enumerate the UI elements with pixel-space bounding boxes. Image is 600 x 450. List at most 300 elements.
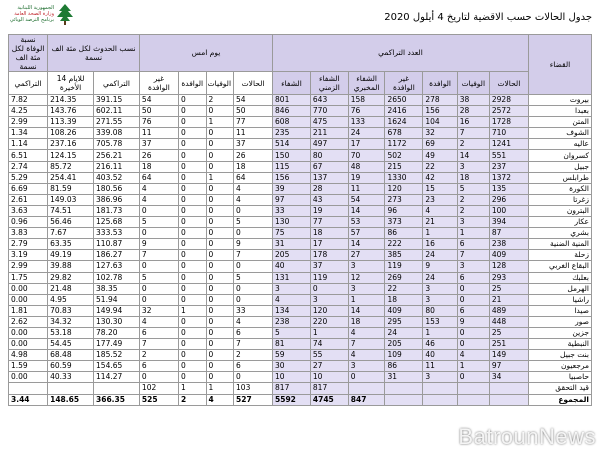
cell-y-arrivals: 0 (178, 250, 206, 261)
cell-inc-14: 34.32 (48, 316, 94, 327)
cell-qada: بيروت (528, 95, 591, 106)
table-row (9, 361, 592, 372)
cell-recovered-lab: 76 (348, 106, 385, 117)
cell-arrivals: 69 (423, 139, 457, 150)
cell-inc-14: 7.67 (48, 228, 94, 239)
cell-deaths: 38 (457, 95, 489, 106)
cell-y-deaths: 0 (206, 183, 234, 194)
cell-non-arrivals: 385 (385, 250, 423, 261)
cell-y-arrivals: 0 (178, 361, 206, 372)
cell-qada: حاصبيا (528, 372, 591, 383)
cell-recovered: 514 (273, 139, 311, 150)
table-row (9, 150, 592, 161)
cell-recovered: 97 (273, 194, 311, 205)
cell-mort: 2.62 (9, 316, 48, 327)
table-row (9, 117, 592, 128)
logo-line-2: وزارة الصحة العامة (14, 11, 54, 17)
cell-y-non: 6 (139, 361, 178, 372)
cell-y-arrivals: 0 (178, 316, 206, 327)
cell-inc-14: 237.16 (48, 139, 94, 150)
group-yesterday: يوم امس (139, 35, 272, 72)
table-row (9, 350, 592, 361)
cell-mort (9, 383, 48, 394)
cell-recovered-lab: 847 (348, 394, 385, 405)
cell-y-deaths: 0 (206, 161, 234, 172)
cell-arrivals: 278 (423, 95, 457, 106)
cell-inc-14: 254.41 (48, 172, 94, 183)
cell-deaths: 0 (457, 372, 489, 383)
cell-inc-14: 56.46 (48, 217, 94, 228)
table-row (9, 172, 592, 183)
cell-arrivals: 23 (423, 194, 457, 205)
cell-qada: زغرتا (528, 194, 591, 205)
cell-recovered-lab: 14 (348, 205, 385, 216)
cell-recovered-lab: 3 (348, 261, 385, 272)
cell-y-deaths: 0 (206, 128, 234, 139)
cell-mort: 0.00 (9, 294, 48, 305)
cell-qada: المنية الضنية (528, 239, 591, 250)
cell-recovered: 75 (273, 228, 311, 239)
cell-inc-14: 148.65 (48, 394, 94, 405)
cell-inc-cum: 403.52 (94, 172, 140, 183)
cell-recovered-lab: 4 (348, 327, 385, 338)
cell-y-non: 5 (139, 217, 178, 228)
cell-non-arrivals: 119 (385, 261, 423, 272)
cell-mort: 4.25 (9, 106, 48, 117)
cell-y-cases: 7 (234, 339, 273, 350)
cell-y-deaths: 0 (206, 150, 234, 161)
col-cases: الحالات (489, 72, 528, 95)
cell-deaths: 3 (457, 217, 489, 228)
cell-inc-cum: 271.55 (94, 117, 140, 128)
cell-qada: صور (528, 316, 591, 327)
cell-inc-14: 60.59 (48, 361, 94, 372)
cell-mort: 1.14 (9, 139, 48, 150)
table-row (9, 372, 592, 383)
cell-recovered-clinical: 119 (310, 272, 348, 283)
cell-y-deaths: 0 (206, 305, 234, 316)
cell-recovered-lab: 0 (348, 372, 385, 383)
cell-deaths: 2 (457, 139, 489, 150)
cell-y-deaths: 0 (206, 272, 234, 283)
cell-y-deaths: 0 (206, 106, 234, 117)
cell-y-non: 0 (139, 294, 178, 305)
cell-y-deaths: 0 (206, 239, 234, 250)
cell-recovered-lab: 3 (348, 283, 385, 294)
cell-qada: مرجعيون (528, 361, 591, 372)
cell-inc-14: 124.15 (48, 150, 94, 161)
cell-recovered-lab: 14 (348, 305, 385, 316)
col-recovered-clinical: الشفاء الزمني (310, 72, 348, 95)
cell-y-non: 54 (139, 95, 178, 106)
cell-inc-cum: 130.30 (94, 316, 140, 327)
cell-y-deaths: 1 (206, 117, 234, 128)
cell-y-cases: 0 (234, 205, 273, 216)
cell-arrivals: 4 (423, 205, 457, 216)
cell-arrivals (423, 383, 457, 394)
cell-deaths: 6 (457, 239, 489, 250)
cell-recovered-clinical: 27 (310, 361, 348, 372)
cell-recovered-clinical: 497 (310, 139, 348, 150)
cell-arrivals: 49 (423, 150, 457, 161)
cell-deaths: 0 (457, 283, 489, 294)
col-recovered-lab: الشفاء المخبري (348, 72, 385, 95)
group-incidence: نسب الحدوث لكل مئة الف نسمة (48, 35, 140, 72)
cell-inc-14: 54.45 (48, 339, 94, 350)
cell-y-non: 6 (139, 327, 178, 338)
cell-recovered-lab: 12 (348, 272, 385, 283)
cell-deaths: 2 (457, 194, 489, 205)
cell-inc-cum: 216.11 (94, 161, 140, 172)
cell-y-non: 525 (139, 394, 178, 405)
cell-y-non: 0 (139, 372, 178, 383)
cell-recovered: 235 (273, 128, 311, 139)
cell-deaths: 4 (457, 350, 489, 361)
table-row (9, 139, 592, 150)
cell-y-deaths: 0 (206, 261, 234, 272)
cell-qada: بعلبك (528, 272, 591, 283)
cell-recovered: 817 (273, 383, 311, 394)
cell-recovered-clinical: 10 (310, 372, 348, 383)
cell-mort: 1.59 (9, 361, 48, 372)
cell-recovered-lab: 18 (348, 316, 385, 327)
cell-recovered-clinical: 17 (310, 239, 348, 250)
cell-recovered: 3 (273, 283, 311, 294)
cell-mort: 0.96 (9, 217, 48, 228)
cell-recovered-clinical: 19 (310, 205, 348, 216)
cell-non-arrivals: 86 (385, 228, 423, 239)
cell-cases: 1241 (489, 139, 528, 150)
cell-deaths: 7 (457, 128, 489, 139)
cell-y-cases: 50 (234, 106, 273, 117)
table-row (9, 95, 592, 106)
cell-y-non: 0 (139, 205, 178, 216)
cell-inc-cum: 391.15 (94, 95, 140, 106)
cell-inc-cum: 110.87 (94, 239, 140, 250)
table-row (9, 250, 592, 261)
cell-inc-cum: 114.27 (94, 372, 140, 383)
cell-arrivals: 24 (423, 250, 457, 261)
cell-cases: 293 (489, 272, 528, 283)
cell-cases: 25 (489, 327, 528, 338)
cell-recovered: 40 (273, 261, 311, 272)
cell-non-arrivals: 109 (385, 350, 423, 361)
cell-recovered-lab: 19 (348, 172, 385, 183)
cell-y-arrivals: 2 (178, 394, 206, 405)
cell-qada: البقاع الغربي (528, 261, 591, 272)
cell-mort: 2.99 (9, 117, 48, 128)
cell-non-arrivals: 373 (385, 217, 423, 228)
cell-inc-cum: 102.78 (94, 272, 140, 283)
cell-non-arrivals: 1624 (385, 117, 423, 128)
cell-inc-cum: 78.20 (94, 327, 140, 338)
cell-y-arrivals: 0 (178, 339, 206, 350)
cell-recovered-clinical: 77 (310, 217, 348, 228)
cell-inc-cum (94, 383, 140, 394)
cell-y-cases: 527 (234, 394, 273, 405)
cell-qada: قيد التحقق (528, 383, 591, 394)
cell-inc-14: 81.59 (48, 183, 94, 194)
col-mort-cumulative: التراكمي (9, 72, 48, 95)
cell-mort: 1.34 (9, 128, 48, 139)
cell-recovered-lab: 133 (348, 117, 385, 128)
cell-y-arrivals: 0 (178, 327, 206, 338)
cell-non-arrivals: 86 (385, 361, 423, 372)
cell-inc-14: 70.83 (48, 305, 94, 316)
cell-cases: 448 (489, 316, 528, 327)
cell-y-arrivals: 0 (178, 294, 206, 305)
cell-qada: المتن (528, 117, 591, 128)
cell-qada: كسروان (528, 150, 591, 161)
cell-arrivals: 80 (423, 305, 457, 316)
header-row-columns (9, 72, 592, 95)
cell-non-arrivals: 269 (385, 272, 423, 283)
table-row (9, 294, 592, 305)
cell-inc-14: 63.35 (48, 239, 94, 250)
cell-inc-14: 85.72 (48, 161, 94, 172)
cell-deaths: 0 (457, 294, 489, 305)
cell-inc-14: 68.48 (48, 350, 94, 361)
cell-non-arrivals (385, 383, 423, 394)
cell-arrivals: 153 (423, 316, 457, 327)
cell-arrivals: 1 (423, 327, 457, 338)
cell-y-non: 0 (139, 228, 178, 239)
cell-arrivals: 16 (423, 239, 457, 250)
cell-inc-cum: 149.94 (94, 305, 140, 316)
cell-y-deaths: 0 (206, 372, 234, 383)
cell-cases: 87 (489, 228, 528, 239)
cell-mort: 2.61 (9, 194, 48, 205)
cell-y-cases: 7 (234, 250, 273, 261)
table-row (9, 283, 592, 294)
table-row (9, 194, 592, 205)
cell-y-deaths: 0 (206, 139, 234, 150)
cell-inc-cum: 38.35 (94, 283, 140, 294)
cell-cases: 97 (489, 361, 528, 372)
cell-inc-14: 4.95 (48, 294, 94, 305)
cell-y-cases: 11 (234, 128, 273, 139)
cell-deaths: 5 (457, 183, 489, 194)
cell-deaths: 18 (457, 172, 489, 183)
cedar-icon (56, 3, 74, 25)
cell-cases: 710 (489, 128, 528, 139)
table-row (9, 239, 592, 250)
cell-non-arrivals: 24 (385, 327, 423, 338)
cell-qada: النبطية (528, 339, 591, 350)
col-inc-14: للايام 14 الأخيرة (48, 72, 94, 95)
cell-mort: 2.74 (9, 161, 48, 172)
cell-deaths: 2 (457, 205, 489, 216)
cell-y-cases: 18 (234, 161, 273, 172)
cell-inc-cum: 386.96 (94, 194, 140, 205)
cell-deaths: 1 (457, 228, 489, 239)
cell-y-arrivals: 0 (178, 95, 206, 106)
cell-recovered-lab: 7 (348, 339, 385, 350)
cell-y-non: 9 (139, 239, 178, 250)
cell-inc-cum: 333.53 (94, 228, 140, 239)
cell-inc-14 (48, 383, 94, 394)
cell-inc-14: 49.19 (48, 250, 94, 261)
cell-y-cases: 103 (234, 383, 273, 394)
cell-y-cases: 0 (234, 228, 273, 239)
cell-mort: 1.81 (9, 305, 48, 316)
cell-y-deaths: 4 (206, 394, 234, 405)
cell-y-deaths: 0 (206, 316, 234, 327)
cell-y-cases: 33 (234, 305, 273, 316)
cell-y-non: 0 (139, 283, 178, 294)
cell-recovered-clinical: 475 (310, 117, 348, 128)
col-y-cases: الحالات (234, 72, 273, 95)
cell-y-arrivals: 1 (178, 305, 206, 316)
cell-inc-14: 149.03 (48, 194, 94, 205)
cell-recovered: 33 (273, 205, 311, 216)
cell-qada: راشيا (528, 294, 591, 305)
cell-recovered: 131 (273, 272, 311, 283)
cell-deaths: 7 (457, 250, 489, 261)
cell-y-non: 32 (139, 305, 178, 316)
table-row (9, 316, 592, 327)
cell-recovered: 5592 (273, 394, 311, 405)
ministry-logo (8, 3, 78, 27)
cell-y-arrivals: 0 (178, 194, 206, 205)
cell-inc-cum: 602.11 (94, 106, 140, 117)
cell-cases: 409 (489, 250, 528, 261)
cell-y-cases: 4 (234, 194, 273, 205)
cell-recovered-lab: 1 (348, 294, 385, 305)
cell-mort: 6.69 (9, 183, 48, 194)
cell-y-arrivals: 0 (178, 261, 206, 272)
table-body (9, 95, 592, 406)
cell-recovered: 238 (273, 316, 311, 327)
cell-y-cases: 0 (234, 261, 273, 272)
cell-y-non: 37 (139, 139, 178, 150)
cell-arrivals: 24 (423, 272, 457, 283)
cell-deaths: 28 (457, 106, 489, 117)
cell-deaths (457, 383, 489, 394)
cell-recovered-clinical: 643 (310, 95, 348, 106)
cell-recovered-lab: 14 (348, 239, 385, 250)
table-row (9, 228, 592, 239)
cell-qada: عكار (528, 217, 591, 228)
cell-y-arrivals: 0 (178, 217, 206, 228)
cell-y-cases: 0 (234, 294, 273, 305)
cell-non-arrivals: 31 (385, 372, 423, 383)
cell-y-cases: 0 (234, 283, 273, 294)
cell-recovered-clinical: 770 (310, 106, 348, 117)
cell-non-arrivals: 96 (385, 205, 423, 216)
cell-deaths: 6 (457, 305, 489, 316)
cell-arrivals: 21 (423, 217, 457, 228)
cell-y-arrivals: 0 (178, 205, 206, 216)
cell-y-deaths: 2 (206, 95, 234, 106)
cell-y-non: 18 (139, 161, 178, 172)
cell-mort: 2.99 (9, 261, 48, 272)
cell-non-arrivals: 1330 (385, 172, 423, 183)
cell-recovered-clinical: 120 (310, 305, 348, 316)
cell-recovered-lab: 54 (348, 194, 385, 205)
cell-non-arrivals: 295 (385, 316, 423, 327)
cell-y-cases: 5 (234, 217, 273, 228)
cell-cases (489, 394, 528, 405)
cell-non-arrivals: 22 (385, 283, 423, 294)
cases-table (8, 34, 592, 406)
cell-recovered: 156 (273, 172, 311, 183)
cell-inc-cum: 154.65 (94, 361, 140, 372)
cell-qada: البترون (528, 205, 591, 216)
cell-cases: 100 (489, 205, 528, 216)
cell-recovered-clinical: 18 (310, 228, 348, 239)
page-header (0, 0, 600, 30)
cell-arrivals: 11 (423, 361, 457, 372)
cell-y-deaths: 0 (206, 194, 234, 205)
cell-non-arrivals: 2416 (385, 106, 423, 117)
cell-y-non: 102 (139, 383, 178, 394)
cell-qada: الهرمل (528, 283, 591, 294)
cell-y-arrivals: 0 (178, 228, 206, 239)
cell-mort: 0.00 (9, 372, 48, 383)
cell-y-non: 26 (139, 150, 178, 161)
cell-recovered: 39 (273, 183, 311, 194)
cell-y-deaths: 0 (206, 205, 234, 216)
cell-inc-14: 21.48 (48, 283, 94, 294)
cell-y-non: 4 (139, 183, 178, 194)
cell-mort: 5.29 (9, 172, 48, 183)
cell-inc-cum: 127.63 (94, 261, 140, 272)
cell-recovered: 4 (273, 294, 311, 305)
cell-arrivals: 42 (423, 172, 457, 183)
cell-recovered: 801 (273, 95, 311, 106)
cell-cases: 2928 (489, 95, 528, 106)
cell-deaths: 16 (457, 117, 489, 128)
cell-cases: 25 (489, 283, 528, 294)
cell-cases: 296 (489, 194, 528, 205)
cell-qada: جبيل (528, 161, 591, 172)
table-row (9, 205, 592, 216)
cell-arrivals: 3 (423, 372, 457, 383)
cell-mort: 1.75 (9, 272, 48, 283)
cell-y-cases: 0 (234, 372, 273, 383)
cell-y-deaths: 0 (206, 339, 234, 350)
logo-line-1: الجمهورية اللبنانية (17, 5, 54, 11)
cell-recovered: 115 (273, 161, 311, 172)
cell-non-arrivals: 120 (385, 183, 423, 194)
table-row (9, 183, 592, 194)
cell-inc-cum: 256.21 (94, 150, 140, 161)
cell-y-deaths: 1 (206, 383, 234, 394)
cell-y-cases: 2 (234, 350, 273, 361)
group-mortality: نسبة الوفاة لكل مئة الف نسمة (9, 35, 48, 72)
cell-cases: 489 (489, 305, 528, 316)
cell-y-cases: 6 (234, 361, 273, 372)
cell-y-arrivals: 0 (178, 172, 206, 183)
col-y-arrivals: الوافدة (178, 72, 206, 95)
cell-inc-cum: 51.94 (94, 294, 140, 305)
cell-y-non: 4 (139, 194, 178, 205)
cell-y-deaths: 1 (206, 172, 234, 183)
cell-y-deaths: 0 (206, 294, 234, 305)
cell-recovered-lab: 3 (348, 361, 385, 372)
cell-recovered-clinical: 178 (310, 250, 348, 261)
cell-non-arrivals: 1172 (385, 139, 423, 150)
cell-y-cases: 77 (234, 117, 273, 128)
cell-y-arrivals: 0 (178, 272, 206, 283)
cell-inc-cum: 339.08 (94, 128, 140, 139)
cell-cases: 238 (489, 239, 528, 250)
header-row-groups (9, 35, 592, 72)
cell-recovered: 81 (273, 339, 311, 350)
cell-y-cases: 5 (234, 272, 273, 283)
cell-y-non: 50 (139, 106, 178, 117)
